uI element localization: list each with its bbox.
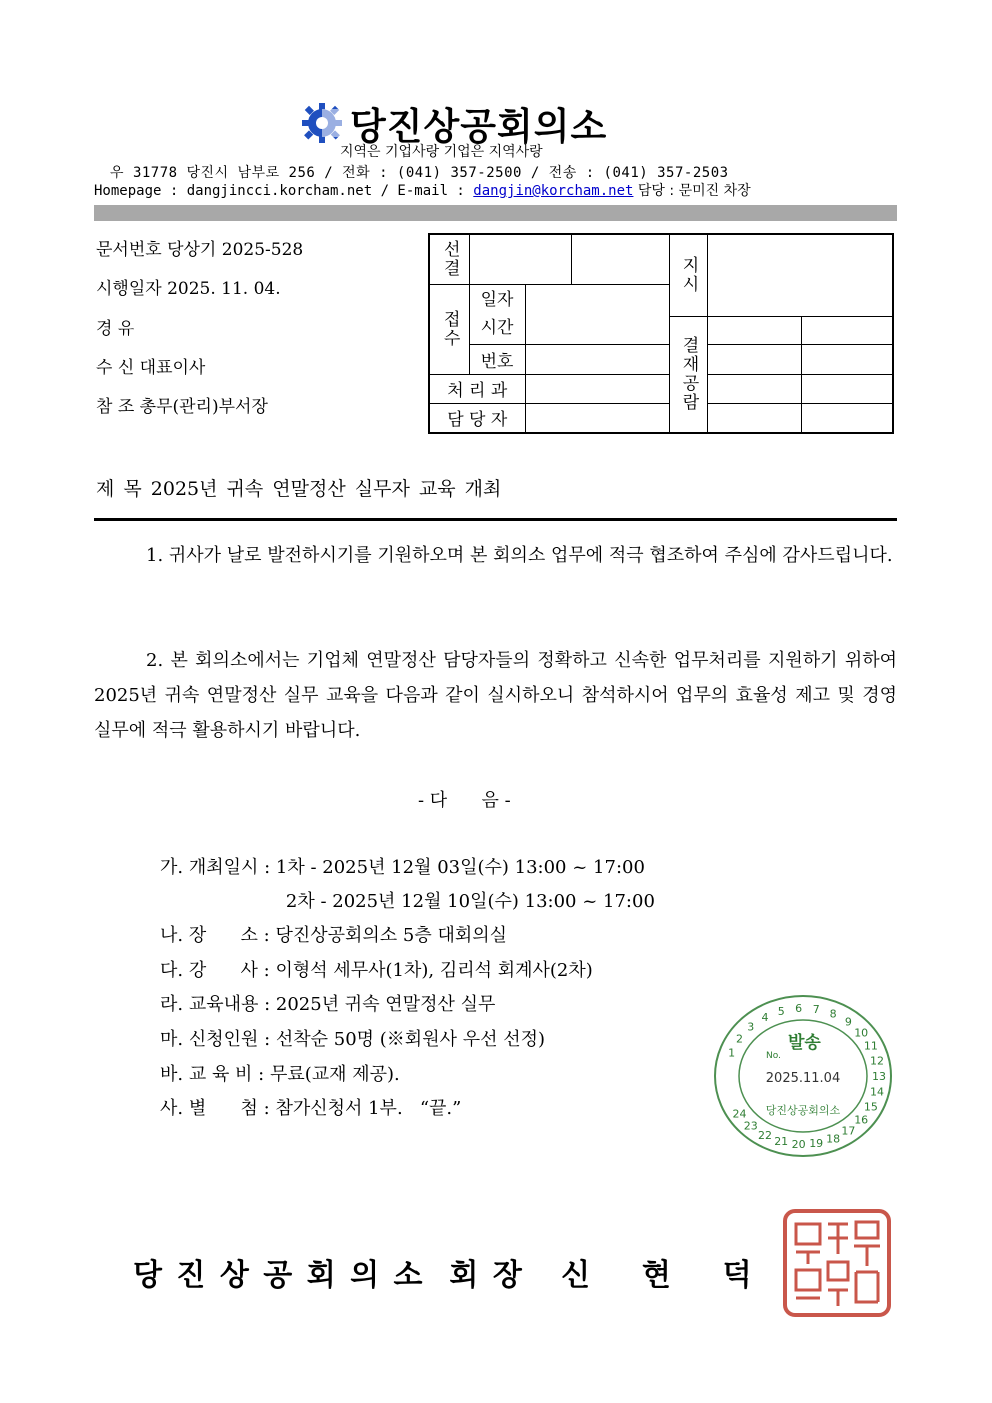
stamp-dial-number: 19 — [809, 1137, 824, 1150]
seongyeol-label: 선결 — [429, 234, 469, 284]
header-divider — [94, 205, 897, 221]
stamp-dial-number: 14 — [870, 1085, 884, 1099]
gyeol-cell — [707, 316, 801, 344]
stamp-no-label: No. — [766, 1051, 781, 1061]
stamp-dial-number: 15 — [863, 1100, 878, 1114]
issue-date: 시행일자 2025. 11. 04. — [96, 279, 281, 299]
stamp-dial-number: 8 — [829, 1007, 837, 1021]
ilja-cell — [525, 284, 669, 344]
homepage-label: Homepage : dangjincci.korcham.net / E-mail : — [94, 183, 474, 199]
stamp-dial-number: 17 — [841, 1124, 856, 1138]
approval-table — [428, 233, 894, 434]
email-link[interactable]: dangjin@korcham.net — [473, 183, 634, 199]
org-name: 당진상공회의소 — [350, 105, 608, 148]
subject-rule — [94, 518, 897, 521]
cheorigwa-cell — [525, 374, 669, 403]
stamp-dial-number: 4 — [761, 1011, 769, 1025]
paragraph-2: 2. 본 회의소에서는 기업체 연말정산 담당자들의 정확하고 신속한 업무처리를 지원하기 위하여 2025년 귀속 연말정산 실무 교육을 다음과 같이 실시하오니 참석하시어 업무의 효율성 제고 및 경영 실무에 적극 활용하시기 바랍니다. — [94, 650, 897, 741]
stamp-dial-number: 3 — [747, 1020, 755, 1034]
dispatch-stamp — [712, 994, 894, 1159]
item-content: 라. 교육내용 : 2025년 귀속 연말정산 실무 — [160, 994, 496, 1015]
stamp-dial-number: 21 — [774, 1135, 789, 1149]
stamp-title: 발송 — [788, 1033, 821, 1053]
recipient: 수 신 대표이사 — [96, 358, 206, 378]
item-date-1: 가. 개최일시 : 1차 - 2025년 12월 03일(수) 13:00 ~ 17:00 — [160, 857, 645, 878]
stamp-dial-number: 10 — [854, 1026, 869, 1040]
stamp-dial-number: 13 — [872, 1070, 886, 1083]
seongyeol-cell-1 — [469, 234, 571, 284]
gyeol-cell — [801, 374, 893, 403]
item-place: 나. 장 소 : 당진상공회의소 5층 대회의실 — [160, 925, 507, 946]
stamp-date: 2025.11.04 — [765, 1071, 841, 1086]
gyeol-cell — [801, 344, 893, 374]
stamp-dial-number: 16 — [854, 1113, 869, 1127]
official-seal — [782, 1208, 892, 1318]
gyeol-cell — [707, 374, 801, 403]
stamp-dial-number: 9 — [844, 1015, 852, 1029]
ilja-sigan-label: 일자 시간 — [469, 284, 525, 344]
via: 경 유 — [96, 319, 135, 339]
stamp-dial-number: 18 — [826, 1132, 841, 1146]
seongyeol-cell-2 — [571, 234, 669, 284]
gyeol-cell — [801, 316, 893, 344]
stamp-dial-number: 23 — [743, 1119, 758, 1133]
doc-number: 문서번호 당상기 2025-528 — [96, 240, 304, 260]
stamp-dial-number: 11 — [863, 1039, 878, 1053]
address-line: 우 31778 당진시 남부로 256 / 전화 : (041) 357-2500 / 전송 : (041) 357-2503 — [110, 165, 729, 181]
stamp-dial-number: 20 — [791, 1137, 806, 1151]
stamp-dial-number: 7 — [812, 1003, 820, 1016]
gear-logo-icon — [300, 101, 344, 145]
paragraph-1: 1. 귀사가 날로 발전하시기를 기원하오며 본 회의소 업무에 적극 협조하여 주심에 감사드립니다. — [146, 545, 893, 566]
slogan: 지역은 기업사랑 기업은 지역사랑 — [340, 144, 543, 160]
cheorigwa-label: 처 리 과 — [429, 374, 525, 403]
item-fee: 바. 교 육 비 : 무료(교재 제공). — [160, 1064, 400, 1085]
damdangja-label: 담 당 자 — [429, 403, 525, 433]
jisi-cell — [707, 234, 893, 316]
item-capacity: 마. 신청인원 : 선착순 50명 (※회원사 우선 선정) — [160, 1029, 545, 1050]
item-attachment: 사. 별 첨 : 참가신청서 1부. “끝.” — [160, 1098, 462, 1119]
beonho-label: 번호 — [469, 344, 525, 374]
stamp-org: 당진상공회의소 — [765, 1104, 841, 1117]
damdangja-cell — [525, 403, 669, 433]
stamp-dial-number: 22 — [758, 1128, 772, 1142]
daeum-heading: - 다 음 - — [418, 790, 511, 811]
stamp-dial-number: 24 — [732, 1107, 747, 1121]
stamp-dial-number: 2 — [736, 1032, 743, 1046]
contact-person: 담당 : 문미진 차장 — [633, 183, 751, 199]
item-date-2: 2차 - 2025년 12월 10일(수) 13:00 ~ 17:00 — [160, 891, 655, 912]
gyeol-cell — [707, 403, 801, 433]
signature-line: 당 진 상 공 회 의 소 회 장 신 현 덕 — [133, 1258, 754, 1293]
subject: 제 목 2025년 귀속 연말정산 실무자 교육 개최 — [96, 478, 502, 500]
item-lecturer: 다. 강 사 : 이형석 세무사(1차), 김리석 회계사(2차) — [160, 960, 593, 981]
stamp-dial-number: 1 — [728, 1046, 736, 1060]
gyeol-cell — [801, 403, 893, 433]
jisi-label: 지시 — [669, 234, 707, 316]
stamp-dial-number: 5 — [777, 1004, 785, 1018]
gyeoljae-label: 결재공람 — [669, 316, 707, 433]
gyeol-cell — [707, 344, 801, 374]
contact-line — [94, 180, 751, 200]
stamp-dial-number: 6 — [795, 1002, 803, 1016]
reference: 참 조 총무(관리)부서장 — [96, 397, 268, 417]
jeopsu-label: 접수 — [429, 284, 469, 374]
stamp-dial-number: 12 — [870, 1054, 884, 1068]
beonho-cell — [525, 344, 669, 374]
